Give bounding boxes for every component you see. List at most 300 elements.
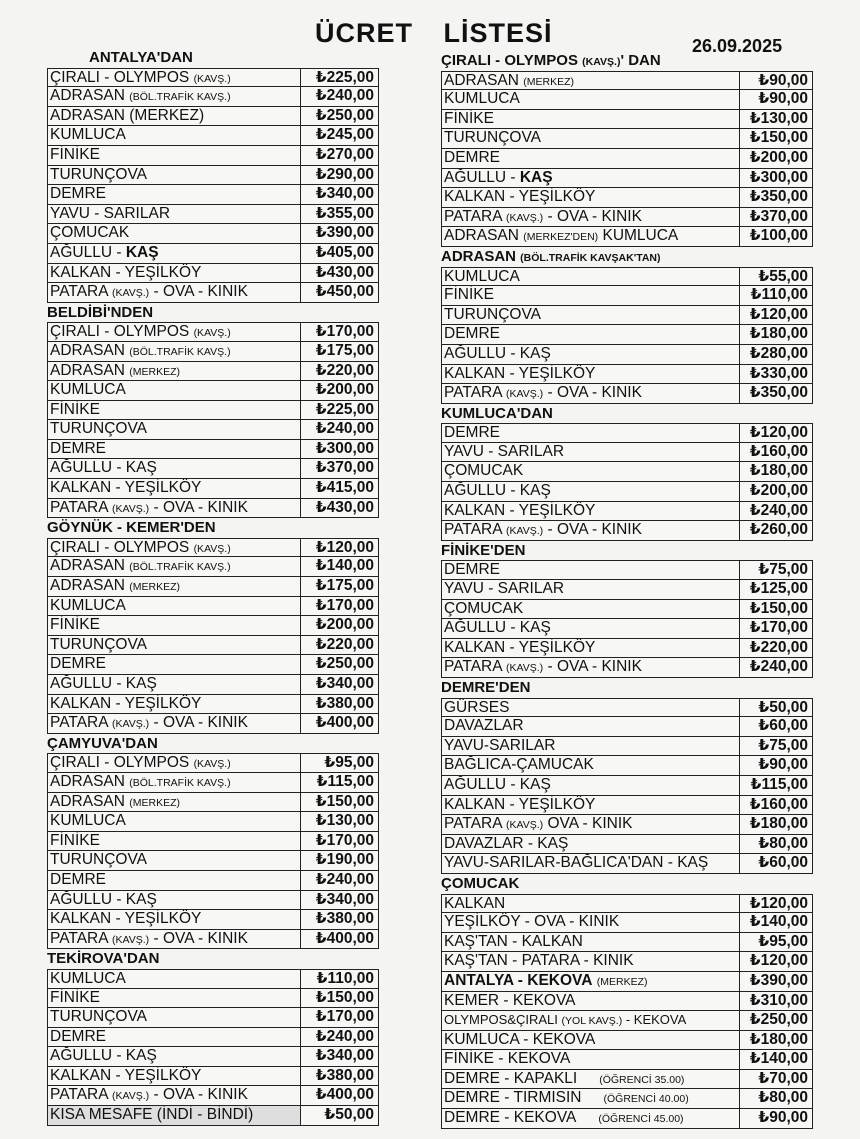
price-row: [441, 854, 813, 874]
price-row: [47, 675, 379, 695]
destination-text: AĞULLU - KAŞ: [50, 675, 157, 692]
destination-note: (BÖL.TRAFİK KAVŞ.): [129, 776, 231, 789]
fare-price: ₺180,00: [749, 1030, 808, 1048]
destination-name: [48, 205, 301, 224]
fare-price: ₺340,00: [315, 675, 374, 692]
section-heading-text: ÇAMYUVA'DAN: [47, 734, 158, 752]
price-row: [47, 851, 379, 871]
price-row: [47, 773, 379, 793]
destination-text: PATARA: [50, 498, 108, 516]
fare-price: ₺380,00: [315, 694, 374, 712]
destination-text: ADRASAN: [50, 792, 125, 810]
section-heading-text: ADRASAN: [441, 247, 516, 265]
destination-name: [48, 871, 301, 890]
destination-name: [442, 835, 740, 854]
destination-name: [48, 851, 301, 870]
destination-name: [442, 1070, 740, 1089]
fare-price: ₺50,00: [758, 698, 808, 716]
price-row: [47, 283, 379, 303]
destination-text: DEMRE - KAPAKLI: [444, 1069, 578, 1087]
destination-note: (MERKEZ): [129, 796, 180, 809]
destination-name: [48, 970, 301, 988]
section-heading-text: BELDİBİ'NDEN: [47, 303, 154, 321]
destination-text: PATARA: [444, 521, 502, 539]
destination-text-suffix: - OVA - KINIK: [149, 929, 248, 947]
fare-price: ₺110,00: [316, 969, 374, 987]
destination-name: [442, 1011, 740, 1030]
destination-text: KUMLUCA - KEKOVA: [444, 1030, 596, 1048]
fare-price: ₺240,00: [315, 87, 374, 105]
destination-name: [442, 580, 740, 599]
price-row: [441, 1011, 813, 1031]
section-heading: [47, 949, 379, 969]
destination-text: YAVU - SARILAR: [444, 442, 565, 460]
destination-text: AĞULLU -: [444, 168, 520, 186]
price-row: [47, 655, 379, 675]
destination-text-bold: ANTALYA - KEKOVA: [444, 971, 593, 989]
price-row: [441, 698, 813, 718]
section-heading-text: ÇOMUCAK: [441, 874, 520, 892]
right-price-column: [441, 51, 813, 1129]
destination-name: [48, 283, 301, 302]
price-row: [441, 110, 813, 130]
destination-name: [442, 443, 740, 462]
fare-price: ₺190,00: [315, 851, 374, 869]
destination-text: ÇIRALI - OLYMPOS: [50, 323, 190, 341]
fare-price: ₺390,00: [315, 224, 374, 242]
price-row: [47, 1086, 379, 1106]
destination-name: [442, 972, 740, 991]
price-row: [441, 384, 813, 404]
fare-price: ₺400,00: [315, 714, 374, 732]
destination-name: [48, 989, 301, 1008]
destination-name: [442, 462, 740, 481]
destination-text: DEMRE: [50, 655, 106, 673]
destination-note: (BÖL.TRAFİK KAVŞ.): [129, 345, 231, 358]
destination-text: PATARA: [444, 815, 502, 833]
fare-price: ₺450,00: [315, 283, 374, 301]
destination-name: [48, 539, 301, 557]
fare-price: ₺180,00: [749, 815, 808, 833]
destination-name: [48, 381, 301, 400]
section-heading-text: FİNİKE'DEN: [441, 541, 526, 559]
fare-price: ₺220,00: [749, 638, 808, 656]
destination-name: [48, 930, 301, 949]
destination-name: [48, 812, 301, 831]
destination-text: YAVU-SARILAR: [444, 736, 556, 754]
destination-text: ÇOMUCAK: [444, 599, 524, 617]
destination-text: ADRASAN: [50, 87, 125, 105]
destination-text: PATARA: [50, 714, 108, 732]
destination-text-suffix: - OVA - KINIK: [149, 498, 248, 516]
destination-name: [442, 1089, 740, 1108]
destination-name: [442, 600, 740, 619]
destination-name: [48, 773, 301, 792]
destination-name: [48, 323, 301, 341]
destination-text: YAVU-SARILAR-BAĞLICA'DAN - KAŞ: [444, 854, 709, 872]
destination-name: [48, 695, 301, 714]
fare-price: ₺95,00: [324, 754, 374, 772]
destination-name: [48, 264, 301, 283]
destination-name: [48, 754, 301, 772]
destination-name: [48, 69, 301, 87]
price-row: [441, 972, 813, 992]
price-row: [441, 227, 813, 247]
destination-name: [48, 1106, 301, 1125]
destination-note: (KAVŞ.): [112, 718, 150, 731]
price-row: [441, 188, 813, 208]
price-row: [47, 126, 379, 146]
destination-text: DEMRE - KEKOVA: [444, 1109, 577, 1127]
fare-price: ₺55,00: [758, 267, 808, 285]
destination-text: DEMRE - TIRMISIN: [444, 1089, 582, 1107]
destination-text: TURUNÇOVA: [50, 1008, 148, 1026]
destination-text: TURUNÇOVA: [444, 305, 542, 323]
section-heading-note: (BÖL.TRAFİK KAVŞAK'TAN): [520, 251, 661, 264]
fare-price: ₺90,00: [758, 1109, 808, 1127]
price-row: [441, 717, 813, 737]
fare-price: ₺430,00: [315, 498, 374, 516]
price-row: [47, 910, 379, 930]
destination-text: ADRASAN: [50, 772, 125, 790]
destination-text: KUMLUCA: [50, 381, 126, 399]
destination-name: [442, 1050, 740, 1069]
price-row: [441, 1050, 813, 1070]
destination-text: ADRASAN: [50, 557, 125, 575]
fare-price: ₺115,00: [316, 772, 374, 790]
destination-text: KALKAN - YEŞİLKÖY: [444, 188, 596, 206]
price-row: [47, 989, 379, 1009]
destination-note: (MERKEZ): [129, 581, 180, 594]
destination-text: KALKAN - YEŞİLKÖY: [50, 694, 202, 712]
destination-name: [48, 1067, 301, 1086]
destination-text: DEMRE: [50, 1027, 106, 1045]
destination-name: [442, 1031, 740, 1050]
destination-note: (MERKEZ): [523, 75, 574, 88]
destination-note: (MERKEZ): [129, 365, 180, 378]
destination-text: DEMRE: [444, 148, 500, 166]
destination-text: PATARA: [444, 658, 502, 676]
fare-price: ₺200,00: [315, 616, 374, 634]
fare-price: ₺180,00: [749, 462, 808, 480]
price-row: [47, 891, 379, 911]
destination-text: TURUNÇOVA: [50, 851, 148, 869]
price-row: [441, 600, 813, 620]
price-row: [441, 306, 813, 326]
list-date: 26.09.2025: [692, 36, 783, 56]
destination-text: DEMRE: [50, 185, 106, 203]
section-heading-text: TEKİROVA'DAN: [47, 950, 160, 968]
price-row: [47, 695, 379, 715]
destination-text-suffix: - KEKOVA: [622, 1012, 687, 1028]
fare-price: ₺120,00: [315, 538, 374, 556]
price-row: [47, 832, 379, 852]
section-heading: [441, 678, 813, 698]
destination-text: YAVU - SARILAR: [50, 204, 171, 222]
destination-text-suffix: - OVA - KINIK: [149, 283, 248, 301]
fare-price: ₺290,00: [315, 165, 374, 183]
destination-note: (KAVŞ.): [112, 1090, 150, 1103]
destination-name: [48, 166, 301, 185]
price-row: [441, 1070, 813, 1090]
destination-text: AĞULLU - KAŞ: [444, 344, 551, 362]
destination-text: ÇOMUCAK: [50, 224, 130, 242]
price-row: [47, 68, 379, 88]
fare-price: ₺175,00: [315, 577, 374, 595]
price-row: [441, 933, 813, 953]
fare-price: ₺300,00: [749, 168, 808, 186]
fare-price: ₺310,00: [749, 991, 808, 1009]
destination-note: (KAVŞ.): [112, 933, 150, 946]
destination-text: ÇIRALI - OLYMPOS: [50, 754, 190, 772]
fare-price: ₺75,00: [758, 736, 808, 754]
destination-name: [442, 699, 740, 717]
price-row: [441, 737, 813, 757]
price-row: [47, 224, 379, 244]
destination-note: (KAVŞ.): [112, 502, 150, 515]
destination-text: DAVAZLAR: [444, 717, 524, 735]
destination-text: KUMLUCA: [50, 969, 126, 987]
price-row: [441, 208, 813, 228]
destination-text-suffix: - OVA - KINIK: [149, 714, 248, 732]
destination-text: KALKAN - YEŞİLKÖY: [444, 364, 596, 382]
price-row: [441, 619, 813, 639]
fare-price: ₺90,00: [758, 756, 808, 774]
destination-name: [442, 72, 740, 90]
left-price-column: [47, 48, 379, 1126]
fare-price: ₺405,00: [315, 243, 374, 261]
destination-note: (MERKEZ): [596, 975, 648, 988]
fare-price: ₺350,00: [749, 188, 808, 206]
price-row: [47, 714, 379, 734]
destination-text: KALKAN - YEŞİLKÖY: [444, 638, 596, 656]
destination-name: [442, 933, 740, 952]
fare-price: ₺390,00: [749, 971, 808, 989]
section-heading: [441, 541, 813, 561]
price-row: [47, 636, 379, 656]
destination-note: (KAVŞ.): [506, 388, 544, 401]
destination-text: PATARA: [50, 929, 108, 947]
fare-price: ₺240,00: [315, 1027, 374, 1045]
section-heading: [47, 48, 379, 68]
price-row: [441, 894, 813, 914]
destination-note: (KAVŞ.): [193, 327, 231, 340]
fare-price: ₺115,00: [750, 775, 808, 793]
destination-note: (KAVŞ.): [193, 72, 231, 85]
fare-price: ₺95,00: [758, 932, 808, 950]
fare-price: ₺280,00: [749, 344, 808, 362]
destination-name: [48, 224, 301, 243]
destination-name: [48, 342, 301, 361]
fare-price: ₺120,00: [749, 894, 808, 912]
destination-name: [48, 126, 301, 145]
destination-text: KUMLUCA: [50, 596, 126, 614]
price-row: [47, 1047, 379, 1067]
destination-note: (KAVŞ.): [506, 525, 544, 538]
destination-note: (KAVŞ.): [112, 287, 150, 300]
destination-name: [48, 1047, 301, 1066]
destination-text: TURUNÇOVA: [50, 635, 148, 653]
destination-text: TURUNÇOVA: [50, 420, 148, 438]
fare-price: ₺150,00: [315, 792, 374, 810]
destination-name: [442, 365, 740, 384]
destination-text-bold: KAŞ: [519, 168, 553, 186]
fare-price: ₺140,00: [315, 557, 374, 575]
fare-price: ₺245,00: [315, 126, 374, 144]
student-fare-note: (ÖĞRENCİ 40.00): [603, 1093, 689, 1106]
page-title: ÜCRET LİSTESİ: [315, 18, 553, 48]
destination-note: (KAVŞ.): [506, 819, 544, 832]
fare-price: ₺400,00: [315, 1086, 374, 1104]
destination-text: DEMRE: [444, 325, 500, 343]
destination-text: DAVAZLAR - KAŞ: [444, 834, 569, 852]
destination-name: [442, 913, 740, 932]
destination-name: [442, 952, 740, 971]
price-row: [441, 443, 813, 463]
price-row: [441, 815, 813, 835]
fare-price: ₺370,00: [749, 207, 808, 225]
price-row: [47, 440, 379, 460]
fare-price: ₺170,00: [315, 1008, 374, 1026]
destination-text-suffix: - OVA - KINIK: [543, 207, 642, 225]
price-row: [441, 913, 813, 933]
destination-text: KALKAN - YEŞİLKÖY: [50, 479, 202, 497]
destination-name: [442, 110, 740, 129]
destination-name: [442, 992, 740, 1011]
destination-name: [442, 756, 740, 775]
fare-price: ₺350,00: [749, 384, 808, 402]
price-row: [441, 90, 813, 110]
section-heading: [441, 247, 813, 267]
price-row: [47, 459, 379, 479]
price-row: [47, 107, 379, 127]
destination-name: [48, 597, 301, 616]
destination-text: PATARA: [50, 283, 108, 301]
destination-name: [442, 424, 740, 442]
destination-text-suffix: - OVA - KINIK: [149, 1086, 248, 1104]
section-heading: [441, 404, 813, 424]
destination-text: PATARA: [444, 207, 502, 225]
destination-name: [442, 286, 740, 305]
price-row: [47, 969, 379, 989]
destination-name: [442, 90, 740, 109]
fare-price: ₺110,00: [750, 286, 808, 304]
destination-text: AĞULLU - KAŞ: [444, 775, 551, 793]
price-row: [441, 658, 813, 678]
fare-price: ₺100,00: [749, 227, 808, 245]
destination-text: PATARA: [50, 1086, 108, 1104]
destination-name: [442, 208, 740, 227]
fare-price: ₺160,00: [749, 795, 808, 813]
price-row: [47, 871, 379, 891]
fare-price: ₺340,00: [315, 185, 374, 203]
price-row: [441, 639, 813, 659]
destination-text: KEMER - KEKOVA: [444, 991, 576, 1009]
destination-name: [442, 1109, 740, 1128]
destination-name: [442, 561, 740, 579]
destination-name: [442, 149, 740, 168]
price-row: [47, 166, 379, 186]
price-row: [47, 322, 379, 342]
fare-price: ₺60,00: [758, 717, 808, 735]
destination-name: [442, 619, 740, 638]
destination-name: [442, 658, 740, 677]
fare-price: ₺240,00: [315, 870, 374, 888]
destination-name: [442, 384, 740, 403]
fare-price: ₺220,00: [315, 361, 374, 379]
destination-text: FİNİKE - KEKOVA: [444, 1050, 571, 1068]
destination-text-suffix: OVA - KINIK: [543, 815, 633, 833]
fare-price: ₺140,00: [749, 1050, 808, 1068]
destination-text: ÇIRALI - OLYMPOS: [50, 538, 190, 556]
destination-text: YEŞİLKÖY - OVA - KINIK: [444, 913, 620, 931]
destination-name: [48, 1086, 301, 1105]
destination-text: AĞULLU - KAŞ: [444, 619, 551, 637]
price-row: [441, 835, 813, 855]
price-row: [47, 793, 379, 813]
fare-price: ₺90,00: [758, 71, 808, 89]
section-heading-text: ANTALYA'DAN: [89, 49, 193, 66]
section-heading: [47, 518, 379, 538]
destination-text-suffix: KUMLUCA: [598, 227, 679, 245]
fare-price: ₺240,00: [315, 420, 374, 438]
section-heading: [47, 734, 379, 754]
destination-text: KUMLUCA: [444, 267, 520, 285]
destination-text: KUMLUCA: [50, 812, 126, 830]
fare-price: ₺225,00: [315, 400, 374, 418]
fare-price: ₺250,00: [749, 1011, 808, 1029]
destination-name: [442, 776, 740, 795]
destination-text: DEMRE: [50, 870, 106, 888]
price-row: [47, 557, 379, 577]
destination-text: KALKAN - YEŞİLKÖY: [444, 501, 596, 519]
destination-text: DEMRE: [444, 424, 500, 442]
destination-text: ÇOMUCAK: [444, 462, 524, 480]
destination-text: TURUNÇOVA: [444, 129, 542, 147]
price-row: [47, 1067, 379, 1087]
fare-price: ₺300,00: [315, 439, 374, 457]
destination-text: ADRASAN: [50, 341, 125, 359]
section-heading: [441, 51, 813, 71]
price-row: [47, 1028, 379, 1048]
destination-name: [48, 714, 301, 733]
price-row: [47, 420, 379, 440]
fare-price: ₺80,00: [758, 1089, 808, 1107]
fare-price: ₺380,00: [315, 910, 374, 928]
destination-text: TURUNÇOVA: [50, 165, 148, 183]
price-row: [47, 616, 379, 636]
price-row: [441, 345, 813, 365]
destination-text: FİNİKE: [50, 988, 100, 1006]
destination-name: [48, 557, 301, 576]
fare-price: ₺240,00: [749, 658, 808, 676]
destination-text: FİNİKE: [50, 400, 100, 418]
destination-text: KISA MESAFE (İNDİ - BİNDİ): [50, 1106, 254, 1124]
destination-name: [442, 227, 740, 246]
price-row: [441, 521, 813, 541]
destination-name: [442, 854, 740, 873]
destination-text: DEMRE: [444, 561, 500, 579]
fare-price: ₺175,00: [315, 341, 374, 359]
fare-price: ₺250,00: [315, 655, 374, 673]
fare-price: ₺170,00: [749, 619, 808, 637]
destination-text: DEMRE: [50, 439, 106, 457]
fare-price: ₺120,00: [749, 952, 808, 970]
fare-price: ₺355,00: [315, 204, 374, 222]
price-row: [47, 205, 379, 225]
destination-text-bold: KAŞ: [125, 243, 159, 261]
destination-name: [442, 895, 740, 913]
